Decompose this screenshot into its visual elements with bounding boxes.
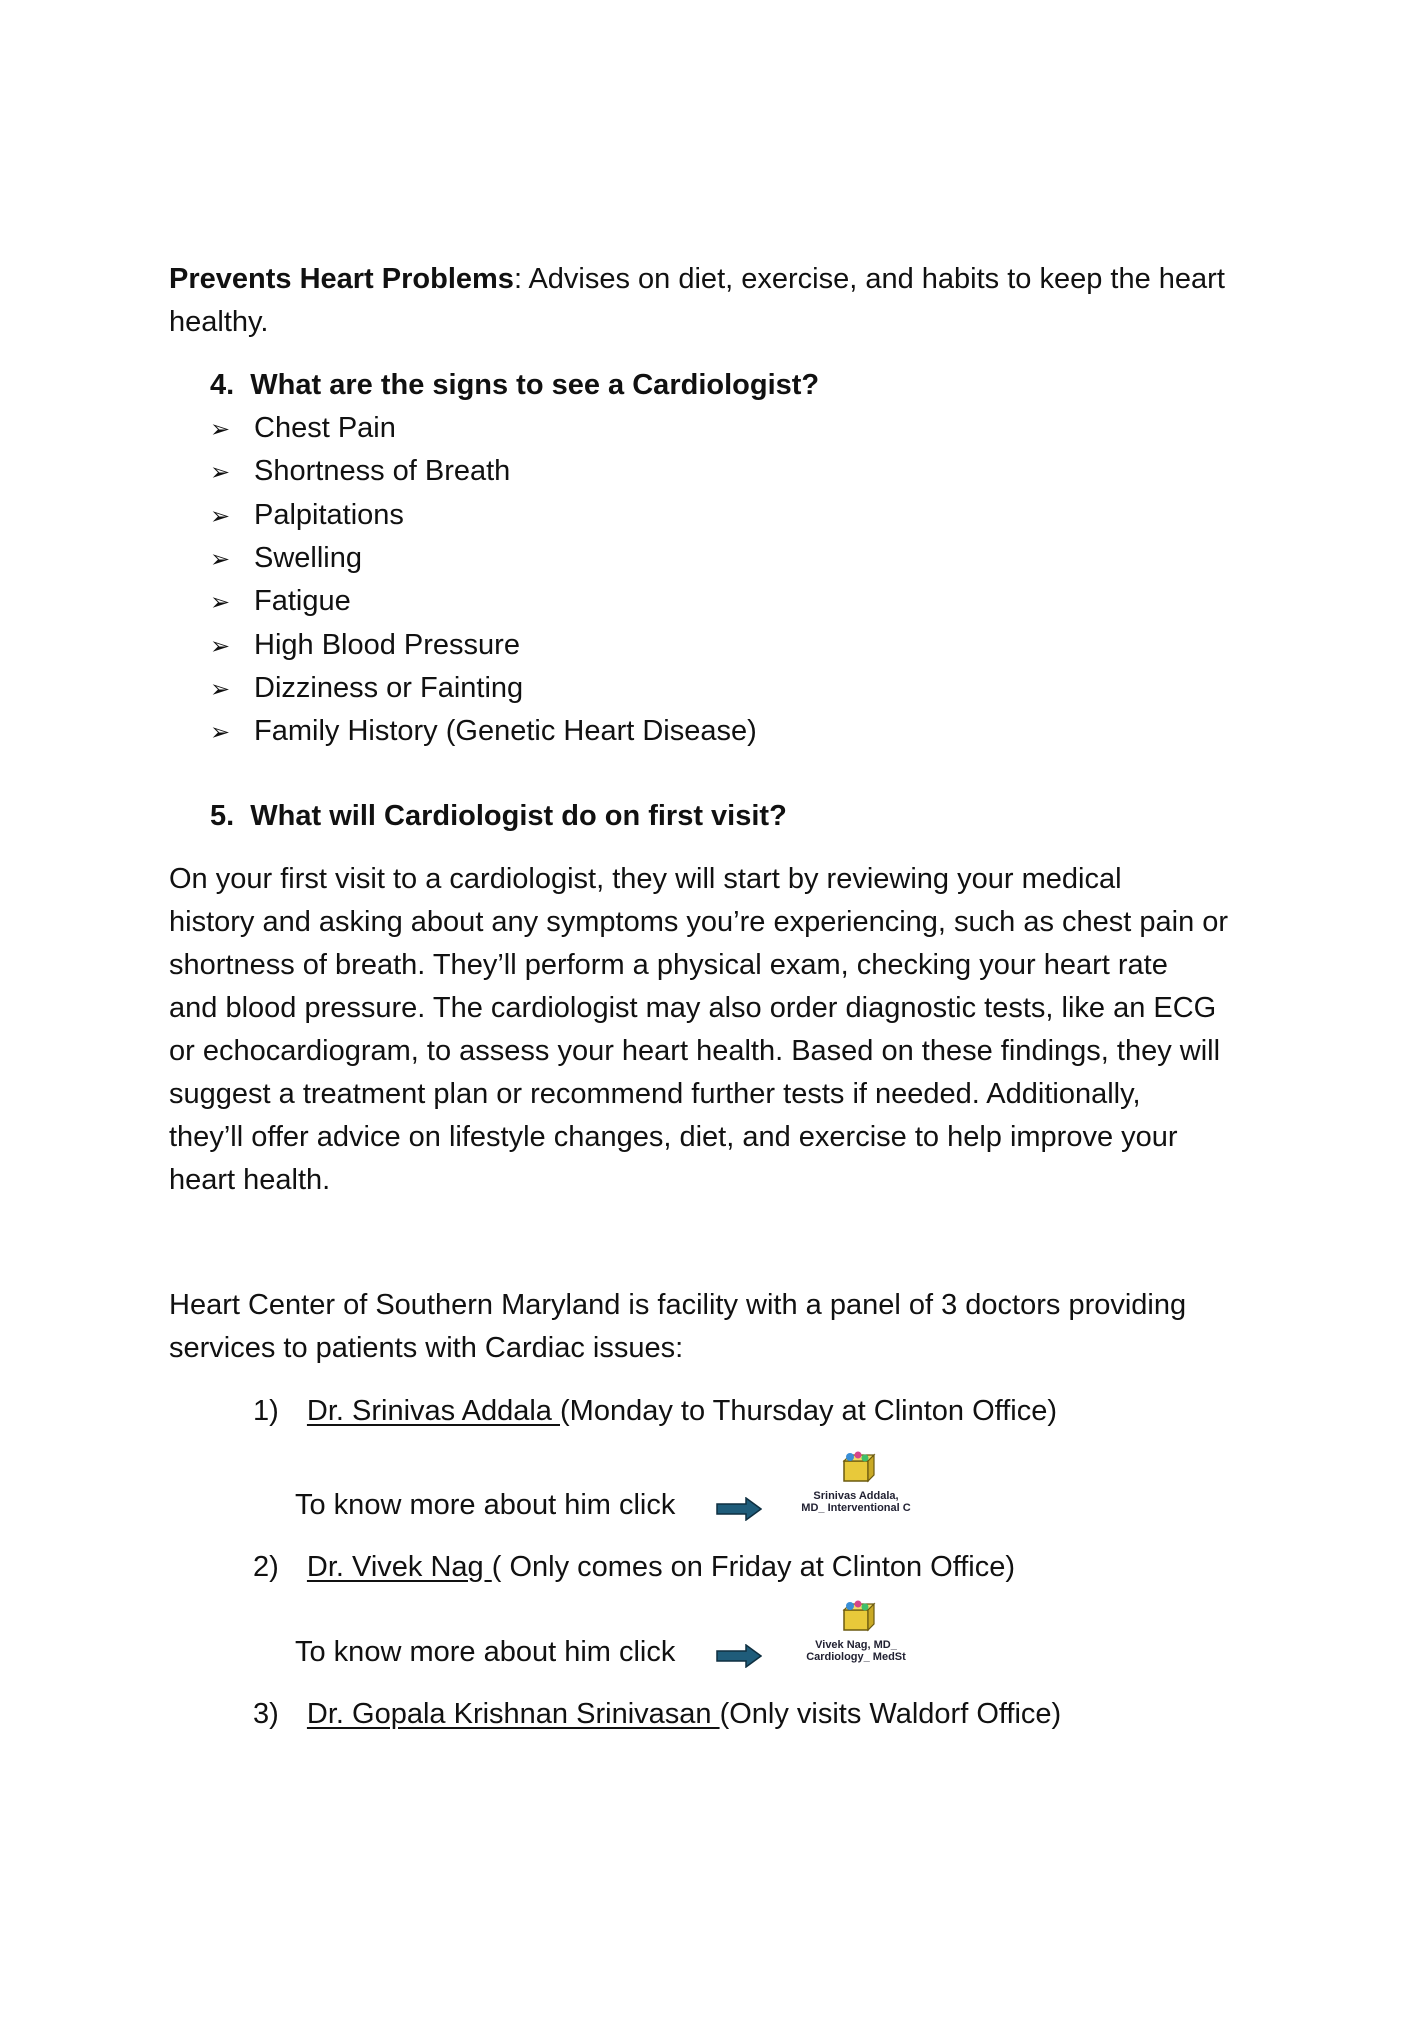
arrow-bullet-icon: ➢ bbox=[210, 589, 231, 617]
attachment-label: Cardiology_ MedSt bbox=[806, 1651, 906, 1663]
signs-list-item-label: Shortness of Breath bbox=[254, 455, 511, 488]
paragraph-line: they’ll offer advice on lifestyle changes, diet, and exercise to help improve your bbox=[169, 1121, 1178, 1153]
attachment-label: Vivek Nag, MD_ bbox=[815, 1639, 897, 1651]
signs-list-item-label: Swelling bbox=[254, 541, 362, 574]
doctor-item-3 bbox=[253, 1693, 1061, 1736]
signs-list-item bbox=[210, 624, 520, 668]
attachment-label: Srinivas Addala, bbox=[813, 1490, 899, 1502]
know-more-text-2: To know more about him click bbox=[295, 1636, 676, 1668]
paragraph-line: suggest a treatment plan or recommend further tests if needed. Additionally, bbox=[169, 1078, 1141, 1110]
doctor-detail: (Only visits Waldorf Office) bbox=[719, 1698, 1062, 1730]
signs-list-item bbox=[210, 667, 523, 711]
arrow-bullet-icon: ➢ bbox=[210, 632, 231, 660]
doctor-detail: (Monday to Thursday at Clinton Office) bbox=[560, 1395, 1057, 1427]
package-icon bbox=[836, 1600, 876, 1634]
signs-list-item bbox=[210, 580, 351, 624]
paragraph-line: history and asking about any symptoms you’re experiencing, such as chest pain or bbox=[169, 906, 1229, 938]
signs-list-item-label: Palpitations bbox=[254, 498, 404, 531]
attachment-srinivas-addala[interactable] bbox=[786, 1451, 926, 1514]
paragraph-line: services to patients with Cardiac issues: bbox=[169, 1332, 684, 1364]
arrow-bullet-icon: ➢ bbox=[210, 416, 231, 443]
doctor-number: 3) bbox=[253, 1698, 279, 1730]
paragraph-line: heart health. bbox=[169, 1164, 331, 1196]
signs-list-item-label: High Blood Pressure bbox=[254, 628, 520, 661]
paragraph-line: On your first visit to a cardiologist, they will start by reviewing your medical bbox=[169, 863, 1122, 895]
arrow-bullet-icon: ➢ bbox=[210, 502, 231, 530]
section4-heading: 4. What are the signs to see a Cardiologist? bbox=[210, 369, 820, 401]
attachment-label: MD_ Interventional C bbox=[801, 1502, 911, 1514]
right-arrow-icon bbox=[716, 1497, 762, 1521]
signs-list-item-label: Family History (Genetic Heart Disease) bbox=[254, 715, 757, 748]
arrow-bullet-icon: ➢ bbox=[210, 459, 231, 487]
doctor-item-1 bbox=[253, 1390, 1057, 1433]
paragraph-line: or echocardiogram, to assess your heart health. Based on these findings, they will bbox=[169, 1035, 1221, 1067]
doctor-detail: ( Only comes on Friday at Clinton Office) bbox=[491, 1551, 1016, 1583]
paragraph-line: shortness of breath. They’ll perform a physical exam, checking your heart rate bbox=[169, 949, 1168, 981]
arrow-bullet-icon: ➢ bbox=[210, 675, 231, 703]
signs-list-item bbox=[210, 710, 757, 754]
doctor-item-2 bbox=[253, 1546, 1015, 1589]
signs-list-item bbox=[210, 450, 510, 494]
doctor-link-gopala-krishnan-srinivasan[interactable]: Dr. Gopala Krishnan Srinivasan bbox=[306, 1698, 720, 1730]
arrow-bullet-icon: ➢ bbox=[210, 719, 231, 747]
intro-line-2: healthy. bbox=[169, 306, 269, 338]
paragraph-line: Heart Center of Southern Maryland is facility with a panel of 3 doctors providing bbox=[169, 1289, 1187, 1321]
know-more-text-1: To know more about him click bbox=[295, 1489, 676, 1521]
doctor-link-srinivas-addala[interactable]: Dr. Srinivas Addala bbox=[306, 1395, 560, 1427]
signs-list-item-label: Chest Pain bbox=[254, 412, 396, 444]
arrow-bullet-icon: ➢ bbox=[210, 545, 231, 573]
intro-line-1 bbox=[169, 258, 1225, 301]
attachment-vivek-nag[interactable] bbox=[778, 1600, 934, 1663]
section5-heading: 5. What will Cardiologist do on first visit? bbox=[210, 800, 787, 832]
signs-list-item-label: Fatigue bbox=[254, 585, 351, 618]
intro-rest: : Advises on diet, exercise, and habits to keep the heart bbox=[513, 263, 1225, 295]
doctor-number: 1) bbox=[253, 1395, 279, 1427]
package-icon bbox=[836, 1451, 876, 1485]
doctor-number: 2) bbox=[253, 1551, 279, 1583]
doctor-link-vivek-nag[interactable]: Dr. Vivek Nag bbox=[306, 1551, 492, 1583]
first-visit-paragraph bbox=[169, 858, 1269, 1202]
facility-paragraph bbox=[169, 1284, 1269, 1370]
paragraph-line: and blood pressure. The cardiologist may also order diagnostic tests, like an ECG bbox=[169, 992, 1217, 1024]
intro-bold: Prevents Heart Problems bbox=[169, 263, 514, 295]
signs-list-item-label: Dizziness or Fainting bbox=[254, 671, 524, 704]
signs-list-item bbox=[210, 407, 396, 451]
right-arrow-icon bbox=[716, 1644, 762, 1668]
signs-list-item bbox=[210, 537, 362, 581]
signs-list-item bbox=[210, 494, 404, 538]
